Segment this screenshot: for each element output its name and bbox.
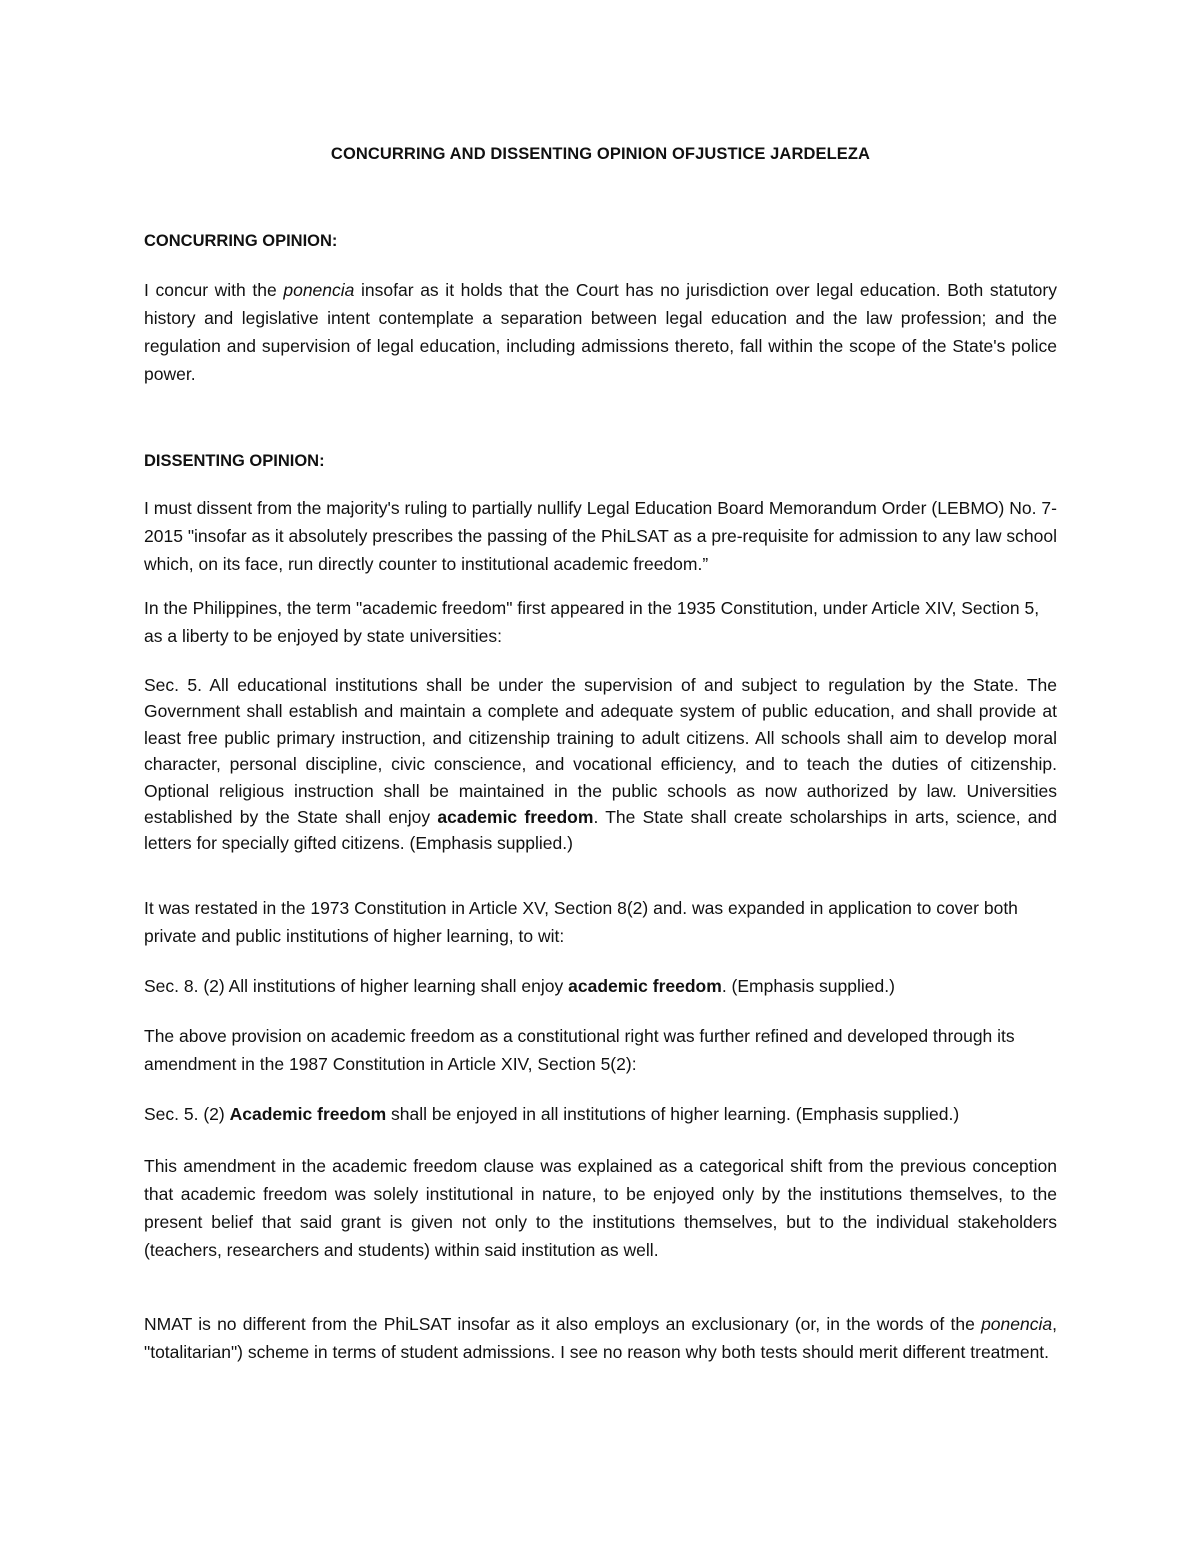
bold-term: Academic freedom bbox=[229, 1104, 387, 1124]
concurring-heading: CONCURRING OPINION: bbox=[144, 232, 338, 250]
quote-1935-section-5 bbox=[144, 672, 1057, 857]
concurring-paragraph bbox=[144, 276, 1057, 388]
text-run: insofar as it holds that the Court has no jurisdiction over legal education. Both statutory history and legislative intent contemplate a separation between legal education and the law profession; and the regulation and supervision of legal education, including admissions thereto, fall within the scope of the State's police power. bbox=[144, 280, 1057, 384]
text-run: Sec. 8. (2) All institutions of higher learning shall enjoy bbox=[144, 976, 569, 996]
quote-1987-section-5 bbox=[144, 1100, 1057, 1128]
italic-term: ponencia bbox=[283, 280, 355, 300]
text-run: . (Emphasis supplied.) bbox=[721, 976, 895, 996]
text-run: shall be enjoyed in all institutions of higher learning. (Emphasis supplied.) bbox=[386, 1104, 960, 1124]
text-run: Sec. 5. All educational institutions shall be under the supervision of and subject to regulation by the State. The Government shall establish and maintain a complete and adequate system of public education, and shall provide at least free public primary instruction, and citizenship training to adult citizens. All schools shall aim to develop moral character, personal discipline, civic conscience, and vocational efficiency, and to teach the duties of citizenship. Optional religious instruction shall be maintained in the public schools as now authorized by law. Universities established by the State shall enjoy bbox=[144, 675, 1057, 828]
text-run: . The State shall create scholarships in arts, science, and letters for specially gifted citizens. (Emphasis supplied.) bbox=[144, 807, 1057, 854]
text-run: I concur with the bbox=[144, 280, 284, 300]
text-run: Sec. 5. (2) bbox=[144, 1104, 230, 1124]
dissenting-paragraph-2: In the Philippines, the term "academic freedom" first appeared in the 1935 Constitution, under Article XIV, Section 5, as a liberty to be enjoyed by state universities: bbox=[144, 598, 1040, 646]
italic-term: ponencia bbox=[981, 1314, 1053, 1334]
dissenting-paragraph-4: The above provision on academic freedom as a constitutional right was further refined and developed through its amendment in the 1987 Constitution in Article XIV, Section 5(2): bbox=[144, 1026, 1015, 1074]
dissenting-paragraph-1: I must dissent from the majority's ruling to partially nullify Legal Education Board Memorandum Order (LEBMO) No. 7-2015 "insofar as it absolutely prescribes the passing of the PhiLSAT as a pre-requisite for admission to any law school which, on its face, run directly counter to institutional academic freedom.” bbox=[144, 498, 1057, 574]
dissenting-paragraph-3: It was restated in the 1973 Constitution in Article XV, Section 8(2) and. was expanded in application to cover both private and public institutions of higher learning, to wit: bbox=[144, 898, 1018, 946]
bold-term: academic freedom bbox=[568, 976, 722, 996]
bold-term: academic freedom bbox=[437, 807, 594, 828]
text-run: NMAT is no different from the PhiLSAT insofar as it also employs an exclusionary (or, in the words of the bbox=[144, 1314, 982, 1334]
quote-1973-section-8 bbox=[144, 972, 1057, 1000]
dissenting-heading: DISSENTING OPINION: bbox=[144, 452, 325, 470]
document-title: CONCURRING AND DISSENTING OPINION OFJUSTICE JARDELEZA bbox=[330, 145, 871, 163]
dissenting-paragraph-5: This amendment in the academic freedom clause was explained as a categorical shift from the previous conception that academic freedom was solely institutional in nature, to be enjoyed only by the institutions themselves, to the present belief that said grant is given not only to the institutions themselves, but to the individual stakeholders (teachers, researchers and students) within said institution as well. bbox=[144, 1156, 1057, 1260]
text-run: , "totalitarian") scheme in terms of student admissions. I see no reason why both tests should merit different treatment. bbox=[144, 1314, 1057, 1362]
dissenting-paragraph-6 bbox=[144, 1310, 1057, 1366]
